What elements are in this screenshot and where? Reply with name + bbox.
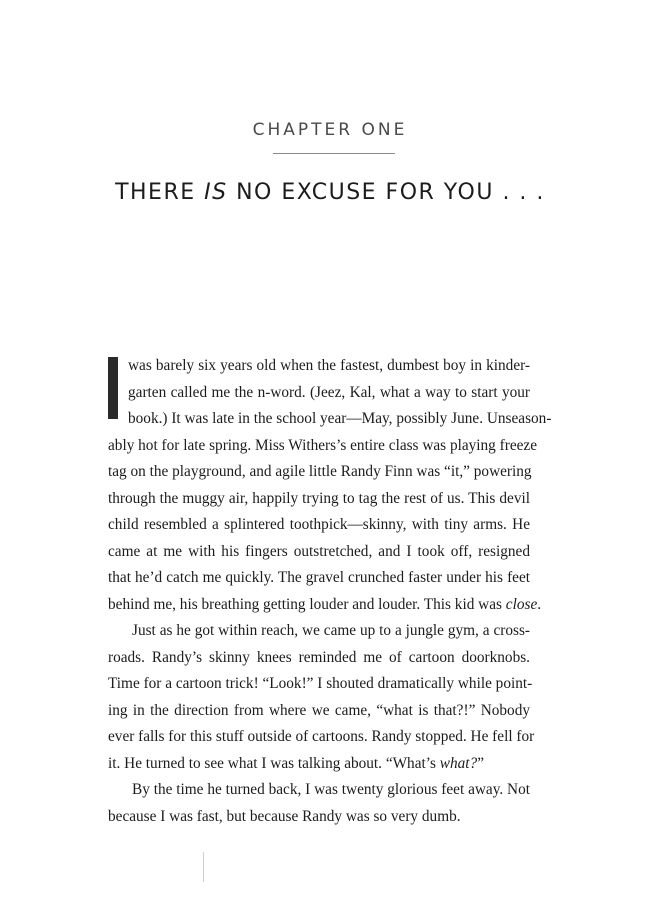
text-run: it. He turned to see what I was talking about. “What’s [108, 754, 440, 772]
text-line: came at me with his fingers outstretched, and I took off, resigned [108, 542, 530, 560]
scan-artifact-line [203, 852, 204, 882]
chapter-label: CHAPTER ONE [252, 120, 408, 140]
chapter-body [108, 353, 552, 830]
text-line: that he’d catch me quickly. The gravel crunched faster under his feet [108, 569, 530, 586]
text-run: . [537, 595, 542, 613]
italic-run: what? [439, 754, 478, 772]
chapter-title-emphasis: IS [204, 180, 228, 205]
text-line: book.) It was late in the school year—May, possibly June. Unseason- [128, 410, 552, 427]
chapter-title [0, 180, 660, 205]
chapter-title-part-2: NO EXCUSE FOR YOU . . . [227, 180, 545, 205]
paragraph-2 [108, 618, 535, 777]
text-line: roads. Randy’s skinny knees reminded me of cartoon doorknobs. [108, 648, 530, 666]
text-line [108, 751, 530, 778]
paragraph-1 [108, 353, 552, 618]
text-line: was barely six years old when the fastest, dumbest boy in kinder- [128, 357, 530, 374]
text-line: ably hot for late spring. Miss Withers’s entire class was playing freeze [108, 436, 537, 454]
text-line: By the time he turned back, I was twenty glorious feet away. Not [132, 781, 530, 798]
text-line: through the muggy air, happily trying to tag the rest of us. This devil [108, 489, 530, 507]
chapter-divider-rule [273, 153, 395, 154]
text-line: child resembled a splintered toothpick—skinny, with tiny arms. He [108, 516, 530, 533]
chapter-title-part-1: THERE [115, 180, 205, 205]
text-line: ever falls for this stuff outside of cartoons. Randy stopped. He fell for [108, 728, 535, 745]
text-line: tag on the playground, and agile little Randy Finn was “it,” powering [108, 463, 532, 480]
text-line: garten called me the n-word. (Jeez, Kal, what a way to start your [128, 383, 530, 401]
text-run: ” [477, 754, 484, 772]
text-line: ing in the direction from where we came, “what is that?!” Nobody [108, 701, 530, 719]
text-line: Just as he got within reach, we came up to a jungle gym, a cross- [132, 622, 530, 639]
text-line: Time for a cartoon trick! “Look!” I shouted dramatically while point- [108, 675, 533, 692]
drop-cap-i [108, 357, 118, 419]
text-line: because I was fast, but because Randy was so very dumb. [108, 807, 461, 825]
text-line [108, 592, 542, 619]
italic-run: close [505, 595, 538, 613]
text-run: behind me, his breathing getting louder and louder. This kid was [108, 595, 506, 613]
paragraph-3 [108, 777, 530, 830]
